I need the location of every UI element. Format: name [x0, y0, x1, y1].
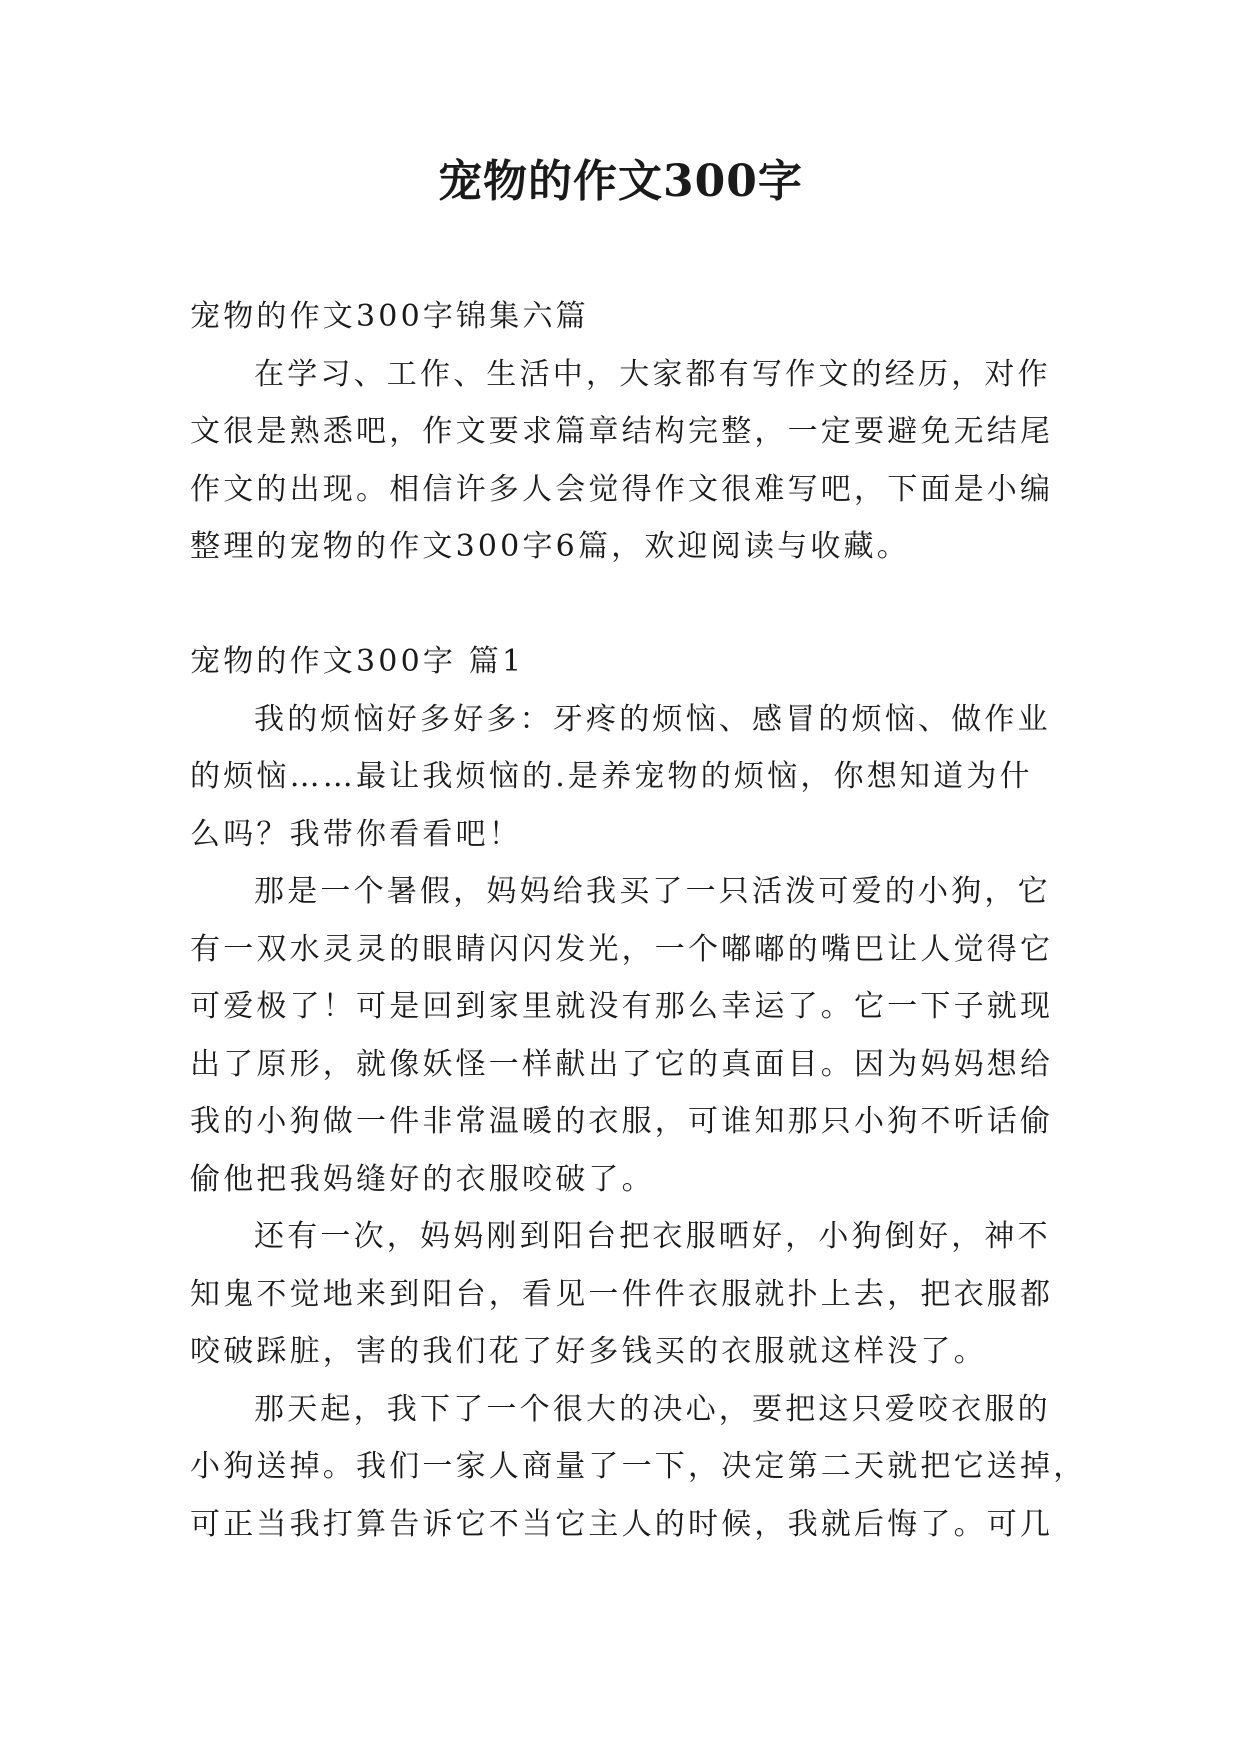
- intro-paragraph: [190, 346, 1052, 576]
- text-line: 作文的出现。相信许多人会觉得作文很难写吧，下面是小编: [190, 471, 1054, 507]
- section-heading: 宠物的作文300字 篇1: [190, 644, 525, 679]
- document-title: 宠物的作文300字: [438, 156, 803, 207]
- text-line: 偷他把我妈缝好的衣服咬破了。: [190, 1161, 655, 1197]
- text-line: 知鬼不觉地来到阳台，看见一件件衣服就扑上去，把衣服都: [190, 1276, 1054, 1312]
- paragraph-3: [190, 1208, 1052, 1381]
- text-line: 可爱极了！可是回到家里就没有那么幸运了。它一下子就现: [190, 989, 1054, 1024]
- intro-heading: 宠物的作文300字锦集六篇: [190, 299, 589, 334]
- paragraph-2: [190, 863, 1052, 1208]
- text-line: 有一双水灵灵的眼睛闪闪发光，一个嘟嘟的嘴巴让人觉得它: [190, 931, 1054, 967]
- paragraph-4: [190, 1381, 1087, 1554]
- text-line: 么吗？我带你看看吧！: [190, 816, 522, 852]
- text-line: 咬破踩脏，害的我们花了好多钱买的衣服就这样没了。: [190, 1334, 987, 1369]
- paragraph-gap: [190, 576, 1052, 634]
- text-line: 文很是熟悉吧，作文要求篇章结构完整，一定要避免无结尾: [190, 414, 1054, 449]
- text-line: 的烦恼……最让我烦恼的.是养宠物的烦恼，你想知道为什: [190, 759, 1033, 794]
- text-line: 还有一次，妈妈刚到阳台把衣服晒好，小狗倒好，神不: [254, 1219, 1051, 1254]
- document-body: [190, 288, 1087, 1553]
- text-line: 出了原形，就像妖怪一样献出了它的真面目。因为妈妈想给: [190, 1046, 1054, 1082]
- text-line: 我的烦恼好多好多：牙疼的烦恼、感冒的烦恼、做作业: [254, 701, 1051, 737]
- text-line: 那天起，我下了一个很大的决心，要把这只爱咬衣服的: [254, 1391, 1051, 1427]
- text-line: 在学习、工作、生活中，大家都有写作文的经历，对作: [254, 356, 1051, 392]
- text-line: 小狗送掉。我们一家人商量了一下，决定第二天就把它送掉，: [190, 1449, 1087, 1484]
- paragraph-1: [190, 691, 1052, 864]
- text-line: 可正当我打算告诉它不当它主人的时候，我就后悔了。可几: [190, 1506, 1054, 1542]
- text-line: 那是一个暑假，妈妈给我买了一只活泼可爱的小狗，它: [254, 874, 1051, 909]
- text-line: 我的小狗做一件非常温暖的衣服，可谁知那只小狗不听话偷: [190, 1104, 1054, 1139]
- text-line: 整理的宠物的作文300字6篇，欢迎阅读与收藏。: [190, 529, 910, 564]
